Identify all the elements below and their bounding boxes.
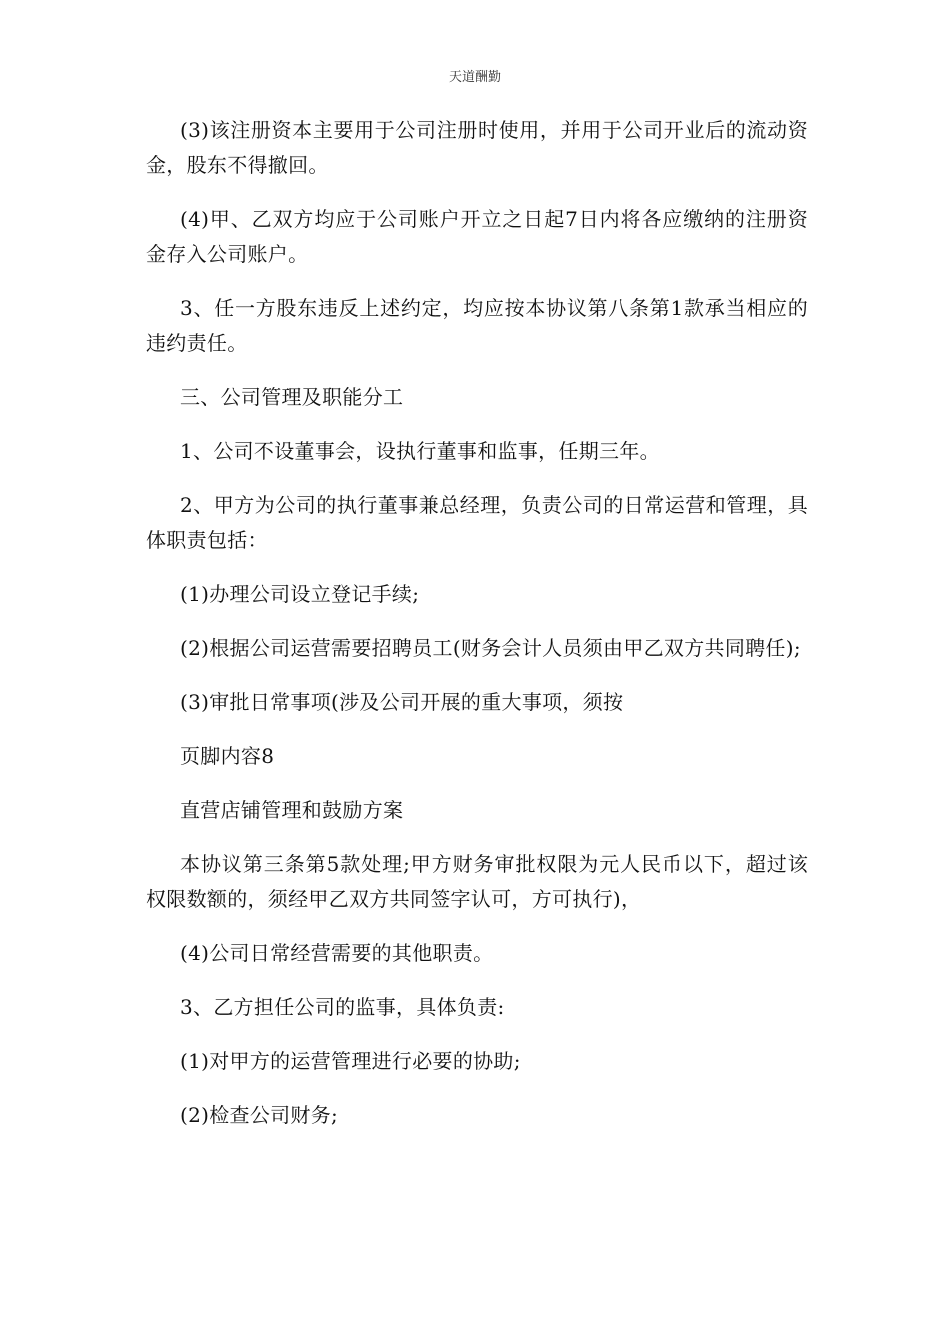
section-heading-management: 三、公司管理及职能分工 xyxy=(180,385,404,409)
page-header: 天道酬勤 xyxy=(448,70,501,85)
paragraph-party-b-supervisor: 3、乙方担任公司的监事，具体负责: xyxy=(180,995,505,1019)
paragraph-breach-liability: 3、任一方股东违反上述约定，均应按本协议第八条第1款承当相应的违约责任。 xyxy=(146,296,808,355)
paragraph-capital-deposit: (4)甲、乙双方均应于公司账户开立之日起7日内将各应缴纳的注册资金存入公司账户。 xyxy=(146,207,808,266)
paragraph-party-a-duties: 2、甲方为公司的执行董事兼总经理，负责公司的日常运营和管理，具体职责包括： xyxy=(146,493,808,552)
list-item-assist: (1)对甲方的运营管理进行必要的协助; xyxy=(180,1049,521,1073)
list-item-approval: (3)审批日常事项(涉及公司开展的重大事项，须按 xyxy=(180,690,624,714)
paragraph-registered-capital-use: (3)该注册资本主要用于公司注册时使用，并用于公司开业后的流动资金，股东不得撤回。 xyxy=(146,118,808,177)
paragraph-approval-limit: 本协议第三条第5款处理;甲方财务审批权限为元人民币以下，超过该权限数额的，须经甲乙双方共同签字认可，方可执行)， xyxy=(146,852,808,911)
running-title: 直营店铺管理和鼓励方案 xyxy=(180,798,404,822)
paragraph-no-board: 1、公司不设董事会，设执行董事和监事，任期三年。 xyxy=(180,439,660,463)
footer-content: 页脚内容8 xyxy=(180,744,275,768)
list-item-check-finance: (2)检查公司财务; xyxy=(180,1103,339,1127)
list-item-other-duties: (4)公司日常经营需要的其他职责。 xyxy=(180,941,494,965)
document-body xyxy=(146,113,808,1152)
list-item-recruitment: (2)根据公司运营需要招聘员工(财务会计人员须由甲乙双方共同聘任); xyxy=(180,636,801,660)
list-item-registration: (1)办理公司设立登记手续; xyxy=(180,582,420,606)
